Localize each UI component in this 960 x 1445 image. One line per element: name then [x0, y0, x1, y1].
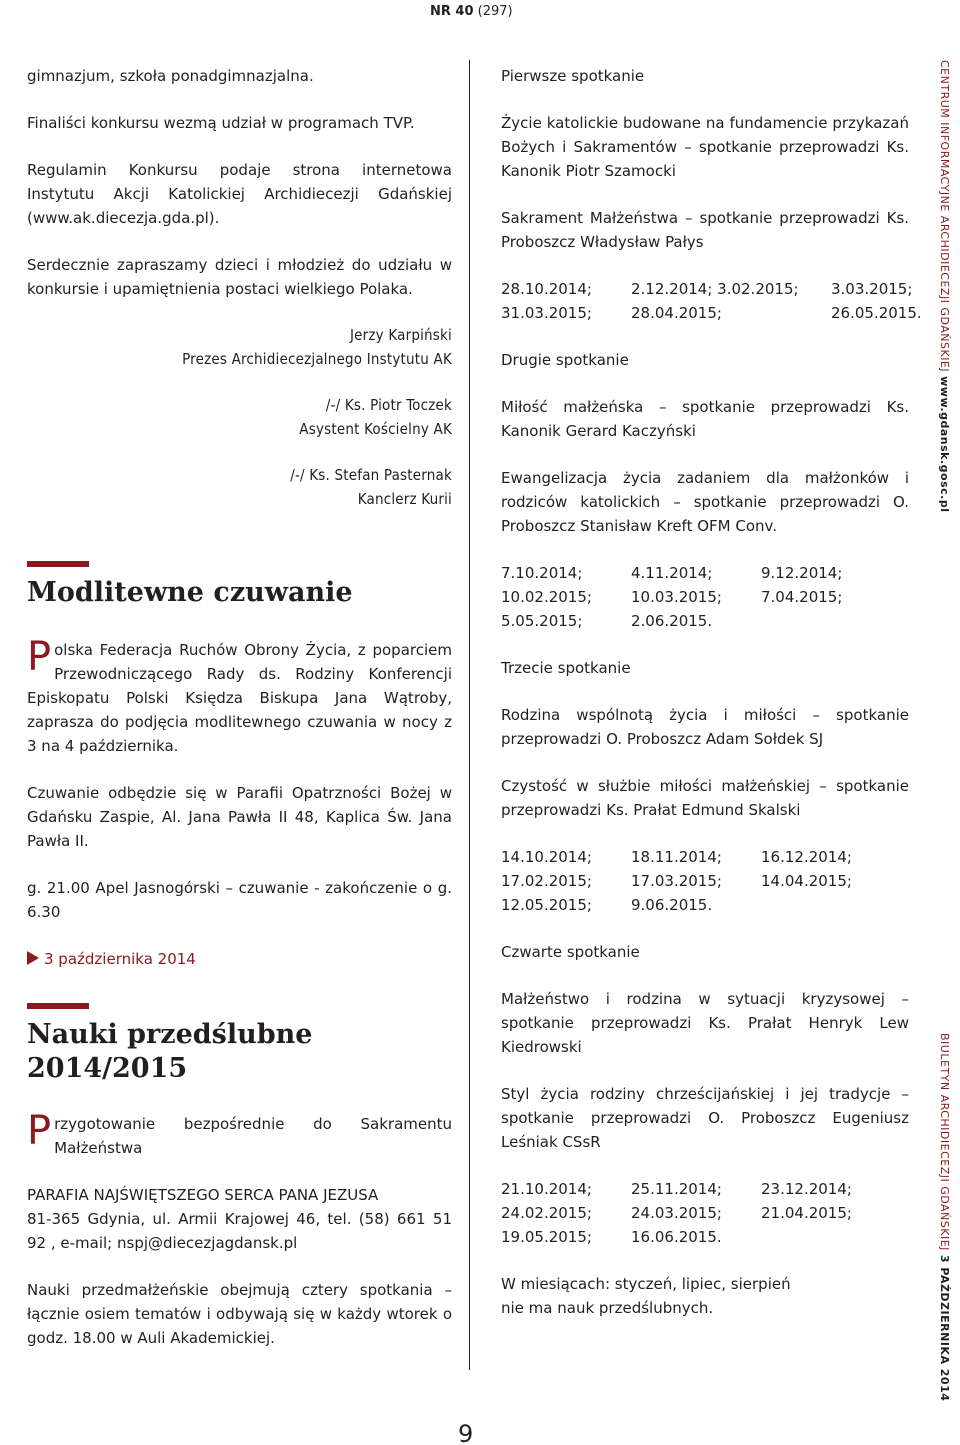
right-column	[501, 64, 922, 1320]
intro-paragraph: Regulamin Konkursu podaje strona internetowa Instytutu Akcji Katolickiej Archidiecezji Gdańskiej (www.ak.diecezja.gda.pl).	[27, 161, 452, 227]
parish-name: PARAFIA NAJŚWIĘTSZEGO SERCA PANA JEZUSA	[27, 1186, 379, 1204]
side-label-bottom: BIULETYN ARCHIDIECEZJI GDAŃSKIEJ 3 PAŹDZIERNIKA 2014	[938, 1033, 951, 1402]
meeting-topic: Rodzina wspólnotą życia i miłości – spotkanie przeprowadzi O. Proboszcz Adam Sołdek SJ	[501, 706, 909, 748]
meeting-fourth	[501, 940, 909, 1249]
section-bar	[27, 1003, 89, 1009]
side-label-top: CENTRUM INFORMACYJNE ARCHIDIECEZJI GDAŃSKIEJ www.gdansk.gosc.pl	[938, 60, 951, 513]
meeting-topic: Styl życia rodziny chrześcijańskiej i jej tradycje – spotkanie przeprowadzi O. Proboszcz Eugeniusz Leśniak CSsR	[501, 1085, 909, 1151]
event-date: 3 października 2014	[27, 947, 452, 971]
section-paragraph: Nauki przedmałżeńskie obejmują cztery spotkania – łącznie osiem tematów i odbywają się w każdy wtorek o godz. 18.00 w Auli Akademickiej.	[27, 1281, 452, 1347]
meeting-dates: 7.10.2014; 4.11.2014; 9.12.2014; 10.02.2015; 10.03.2015; 7.04.2015; 5.05.2015; 2.06.2015.	[501, 564, 843, 630]
arrow-right-icon	[27, 951, 39, 965]
meeting-topic: Ewangelizacja życia zadaniem dla małżonków i rodziców katolickich – spotkanie przeprowadzi O. Proboszcz Stanisław Kreft OFM Conv.	[501, 469, 909, 535]
section-paragraph: g. 21.00 Apel Jasnogórski – czuwanie - zakończenie o g. 6.30	[27, 879, 452, 921]
meeting-title: Drugie spotkanie	[501, 351, 629, 369]
meeting-topic: Sakrament Małżeństwa – spotkanie przeprowadzi Ks. Proboszcz Władysław Pałys	[501, 209, 909, 251]
intro-paragraph: Finaliści konkursu wezmą udział w programach TVP.	[27, 114, 415, 132]
meeting-topic: Małżeństwo i rodzina w sytuacji kryzysowej – spotkanie przeprowadzi Ks. Prałat Henryk Lew Kiedrowski	[501, 990, 909, 1056]
section-title: Modlitewne czuwanie	[27, 577, 353, 608]
meeting-title: Pierwsze spotkanie	[501, 67, 645, 85]
section-paragraph: Czuwanie odbędzie się w Parafii Opatrzności Bożej w Gdańsku Zaspie, Al. Jana Pawła II 48, Kaplica Św. Jana Pawła II.	[27, 784, 452, 850]
meeting-topic: Życie katolickie budowane na fundamencie przykazań Bożych i Sakramentów – spotkanie przeprowadzi Ks. Kanonik Piotr Szamocki	[501, 114, 909, 180]
meeting-topic: Czystość w służbie miłości małżeńskiej – spotkanie przeprowadzi Ks. Prałat Edmund Skalski	[501, 777, 909, 819]
signature-assistant: /-/ Ks. Piotr Toczek Asystent Kościelny AK	[299, 396, 452, 438]
closing-note: W miesiącach: styczeń, lipiec, sierpień nie ma nauk przedślubnych.	[501, 1275, 791, 1317]
meeting-second	[501, 348, 909, 633]
meeting-title: Trzecie spotkanie	[501, 659, 631, 677]
meeting-third	[501, 656, 909, 917]
section-modlitewne	[27, 561, 452, 971]
meeting-title: Czwarte spotkanie	[501, 943, 640, 961]
meeting-first	[501, 64, 922, 325]
intro-paragraph: gimnazjum, szkoła ponadgimnazjalna.	[27, 67, 314, 85]
section-lead: olska Federacja Ruchów Obrony Życia, z poparciem Przewodniczącego Rady ds. Rodziny Konferencji Episkopatu Polski Księdza Biskupa Jana Wątroby, zaprasza do podjęcia modlitewnego czuwania w nocy z 3 na 4 października.	[27, 641, 452, 755]
meeting-dates: 21.10.2014; 25.11.2014; 23.12.2014; 24.02.2015; 24.03.2015; 21.04.2015; 19.05.2015; 16.06.2015.	[501, 1180, 852, 1246]
section-lead: rzygotowanie bezpośrednie do Sakramentu Małżeństwa	[54, 1115, 452, 1157]
meeting-dates: 28.10.2014; 2.12.2014; 3.02.2015; 3.03.2015; 31.03.2015; 28.04.2015; 26.05.2015.	[501, 280, 922, 322]
dropcap: P	[27, 1108, 52, 1154]
dropcap: P	[27, 634, 52, 680]
signature-chancellor: /-/ Ks. Stefan Pasternak Kanclerz Kurii	[290, 466, 452, 508]
signature-president: Jerzy Karpiński Prezes Archidiecezjalnego Instytutu AK	[182, 326, 452, 368]
section-bar	[27, 561, 89, 567]
column-divider	[469, 60, 470, 1370]
page-number: 9	[458, 1420, 474, 1445]
parish-address: 81-365 Gdynia, ul. Armii Krajowej 46, tel. (58) 661 51 92 , e-mail; nspj@diecezjagdansk.pl	[27, 1210, 452, 1252]
issue-number: NR 40 (297)	[430, 4, 513, 19]
section-title: Nauki przedślubne 2014/2015	[27, 1019, 313, 1084]
left-column	[27, 64, 452, 1373]
parish-info	[27, 1183, 452, 1255]
meeting-dates: 14.10.2014; 18.11.2014; 16.12.2014; 17.02.2015; 17.03.2015; 14.04.2015; 12.05.2015; 9.06.2015.	[501, 848, 852, 914]
intro-paragraph: Serdecznie zapraszamy dzieci i młodzież do udziału w konkursie i upamiętnienia postaci wielkiego Polaka.	[27, 256, 452, 298]
section-nauki	[27, 1003, 452, 1350]
meeting-topic: Miłość małżeńska – spotkanie przeprowadzi Ks. Kanonik Gerard Kaczyński	[501, 398, 909, 440]
